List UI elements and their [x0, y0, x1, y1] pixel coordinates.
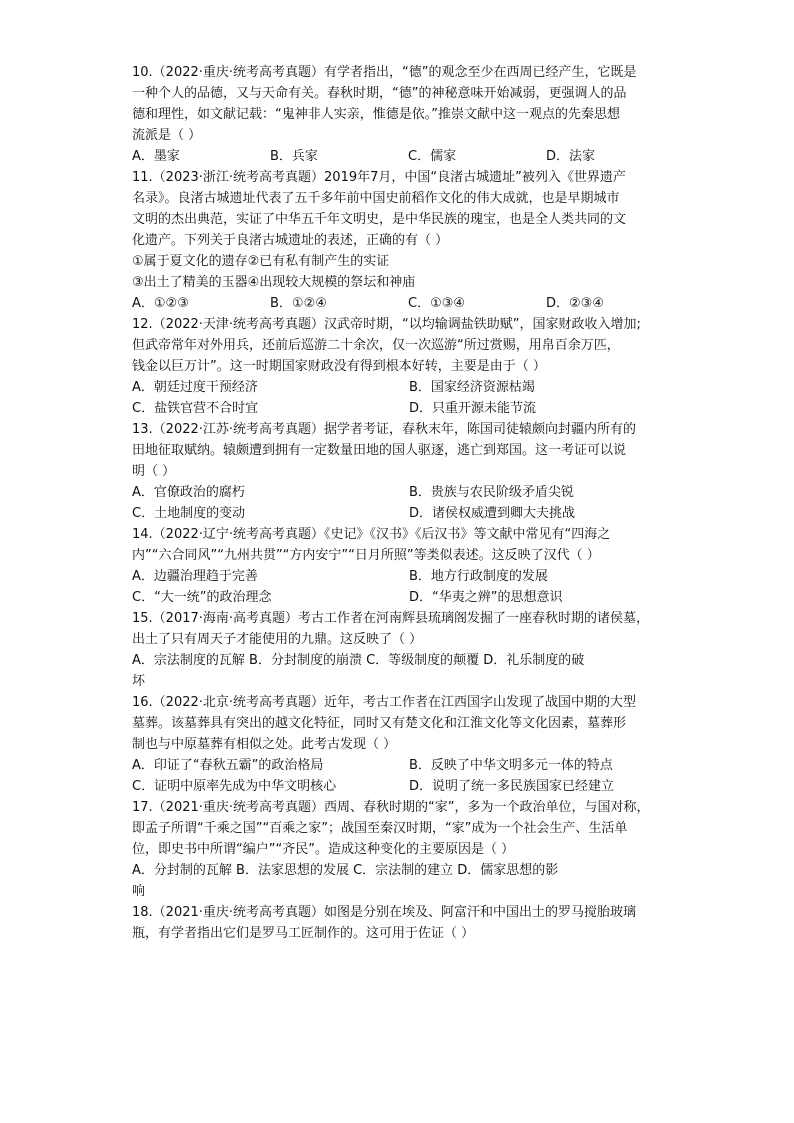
- option-c[interactable]: C．盐铁官营不合时宜: [132, 401, 259, 416]
- question-text-line: 一种个人的品德，又与天命有关。春秋时期，“德”的神秘意味开始减弱，更强调人的品: [132, 86, 627, 101]
- option-b[interactable]: B．兵家: [270, 149, 318, 164]
- answer-options-line[interactable]: 坏: [132, 674, 146, 689]
- option-b[interactable]: B．地方行政制度的发展: [409, 569, 548, 584]
- question-10: [132, 62, 664, 167]
- question-18: [132, 902, 664, 944]
- option-c[interactable]: C．儒家: [408, 149, 457, 164]
- question-16: [132, 692, 664, 797]
- question-text-line: 名录》。良渚古城遗址代表了五千多年前中国史前稻作文化的伟大成就，也是早期城市: [132, 191, 620, 206]
- option-d[interactable]: D．只重开源未能节流: [409, 401, 537, 416]
- option-d[interactable]: D．②③④: [546, 296, 604, 311]
- question-text-line: 化遗产。下列关于良渚古城遗址的表述，正确的有（ ）: [132, 233, 449, 248]
- option-b[interactable]: B．贵族与农民阶级矛盾尖锐: [409, 485, 574, 500]
- question-text-line: 15.（2017·海南·高考真题）考古工作者在河南辉县琉璃阁发掘了一座春秋时期的诸侯墓，: [132, 611, 650, 626]
- option-a[interactable]: A．朝廷过度干预经济: [132, 380, 258, 395]
- question-text-line: 12.（2022·天津·统考高考真题）汉武帝时期，“以均输调盐铁助赋”，国家财政收入增加;: [132, 317, 641, 332]
- answer-options-row: [132, 587, 664, 608]
- question-text-line: 即孟子所谓“千乘之国”“百乘之家”；战国至秦汉时期，“家”成为一个社会生产、生活单: [132, 821, 628, 836]
- question-text-line: 出土了只有周天子才能使用的九鼎。这反映了（ ）: [132, 632, 423, 647]
- answer-options-row: [132, 377, 664, 398]
- question-text-line: 瓶，有学者指出它们是罗马工匠制作的。这可用于佐证（ ）: [132, 926, 475, 941]
- question-17: [132, 797, 664, 902]
- answer-options-row: [132, 482, 664, 503]
- option-c[interactable]: C．“大一统”的政治理念: [132, 590, 272, 605]
- question-14: [132, 524, 664, 608]
- question-text-line: 流派是（ ）: [132, 128, 202, 143]
- exam-page: [132, 62, 664, 944]
- question-statement: ①属于夏文化的遗存②已有私有制产生的实证: [132, 254, 390, 269]
- question-text-line: 18.（2021·重庆·统考高考真题）如图是分别在埃及、阿富汗和中国出土的罗马搅胎玻璃: [132, 905, 637, 920]
- question-text-line: 田地征取赋纳。辕颇遭到拥有一定数量田地的国人驱逐，逃亡到郑国。这一考证可以说: [132, 443, 627, 458]
- option-b[interactable]: B．①②④: [270, 296, 327, 311]
- question-text-line: 位，即史书中所谓“编户”“齐民”。造成这种变化的主要原因是（ ）: [132, 842, 515, 857]
- option-a[interactable]: A．边疆治理趋于完善: [132, 569, 258, 584]
- answer-options-row: [132, 776, 664, 797]
- question-statement: ③出土了精美的玉器④出现较大规模的祭坛和神庙: [132, 275, 416, 290]
- option-c[interactable]: C．证明中原率先成为中华文明核心: [132, 779, 337, 794]
- question-text-line: 14.（2022·辽宁·统考高考真题）《史记》《汉书》《后汉书》等文献中常见有“四海之: [132, 527, 611, 542]
- option-a[interactable]: A．①②③: [132, 296, 189, 311]
- question-15: [132, 608, 664, 692]
- answer-options-row: [132, 398, 664, 419]
- answer-options-row: [132, 566, 664, 587]
- question-11: [132, 167, 664, 314]
- option-d[interactable]: D．“华夷之辨”的思想意识: [409, 590, 563, 605]
- option-d[interactable]: D．说明了统一多民族国家已经建立: [409, 779, 615, 794]
- question-text-line: 13.（2022·江苏·统考高考真题）据学者考证，春秋末年，陈国司徒辕颇向封疆内所有的: [132, 422, 637, 437]
- question-text-line: 10.（2022·重庆·统考高考真题）有学者指出，“德”的观念至少在西周已经产生，它既是: [132, 65, 637, 80]
- answer-options-line[interactable]: A．分封制的瓦解 B．法家思想的发展 C．宗法制的建立 D．儒家思想的影: [132, 863, 559, 878]
- question-text-line: 制也与中原墓葬有相似之处。此考古发现（ ）: [132, 737, 397, 752]
- answer-options-row: [132, 755, 664, 776]
- option-a[interactable]: A．印证了“春秋五霸”的政治格局: [132, 758, 324, 773]
- option-d[interactable]: D．诸侯权威遭到卿大夫挑战: [409, 506, 576, 521]
- question-text-line: 17.（2021·重庆·统考高考真题）西周、春秋时期的“家”，多为一个政治单位，与国对称，: [132, 800, 650, 815]
- question-text-line: 墓葬。该墓葬具有突出的越文化特征，同时又有楚文化和江淮文化等文化因素，墓葬形: [132, 716, 627, 731]
- answer-options: [132, 146, 664, 167]
- option-c[interactable]: C．①③④: [408, 296, 466, 311]
- answer-options-line[interactable]: 响: [132, 884, 146, 899]
- question-text-line: 内”“六合同风”“九州共贯”“方内安宁”“日月所照”等类似表述。这反映了汉代（ ）: [132, 548, 600, 563]
- option-c[interactable]: C．土地制度的变动: [132, 506, 246, 521]
- question-text-line: 文明的杰出典范，实证了中华五千年文明史，是中华民族的瑰宝，也是全人类共同的文: [132, 212, 627, 227]
- answer-options-row: [132, 503, 664, 524]
- question-text-line: 德和理性，如文献记载：“鬼神非人实亲，惟德是依。”推崇文献中这一观点的先秦思想: [132, 107, 620, 122]
- option-a[interactable]: A．墨家: [132, 149, 180, 164]
- option-b[interactable]: B．国家经济资源枯竭: [409, 380, 535, 395]
- answer-options-line[interactable]: A．宗法制度的瓦解 B．分封制度的崩溃 C．等级制度的颠覆 D．礼乐制度的破: [132, 653, 585, 668]
- question-text-line: 11.（2023·浙江·统考高考真题）2019年7月，中国“良渚古城遗址”被列入《世界遗产: [132, 170, 626, 185]
- question-text-line: 但武帝常年对外用兵，还前后巡游二十余次，仅一次巡游“所过赏赐，用帛百余万匹，: [132, 338, 620, 353]
- question-13: [132, 419, 664, 524]
- question-text-line: 16.（2022·北京·统考高考真题）近年，考古工作者在江西国字山发现了战国中期的大型: [132, 695, 637, 710]
- option-d[interactable]: D．法家: [546, 149, 596, 164]
- answer-options: [132, 293, 664, 314]
- question-text-line: 明（ ）: [132, 464, 176, 479]
- question-text-line: 钱金以巨万计”。这一时期国家财政没有得到根本好转，主要是由于（ ）: [132, 359, 546, 374]
- question-12: [132, 314, 664, 419]
- option-b[interactable]: B．反映了中华文明多元一体的特点: [409, 758, 613, 773]
- option-a[interactable]: A．官僚政治的腐朽: [132, 485, 245, 500]
